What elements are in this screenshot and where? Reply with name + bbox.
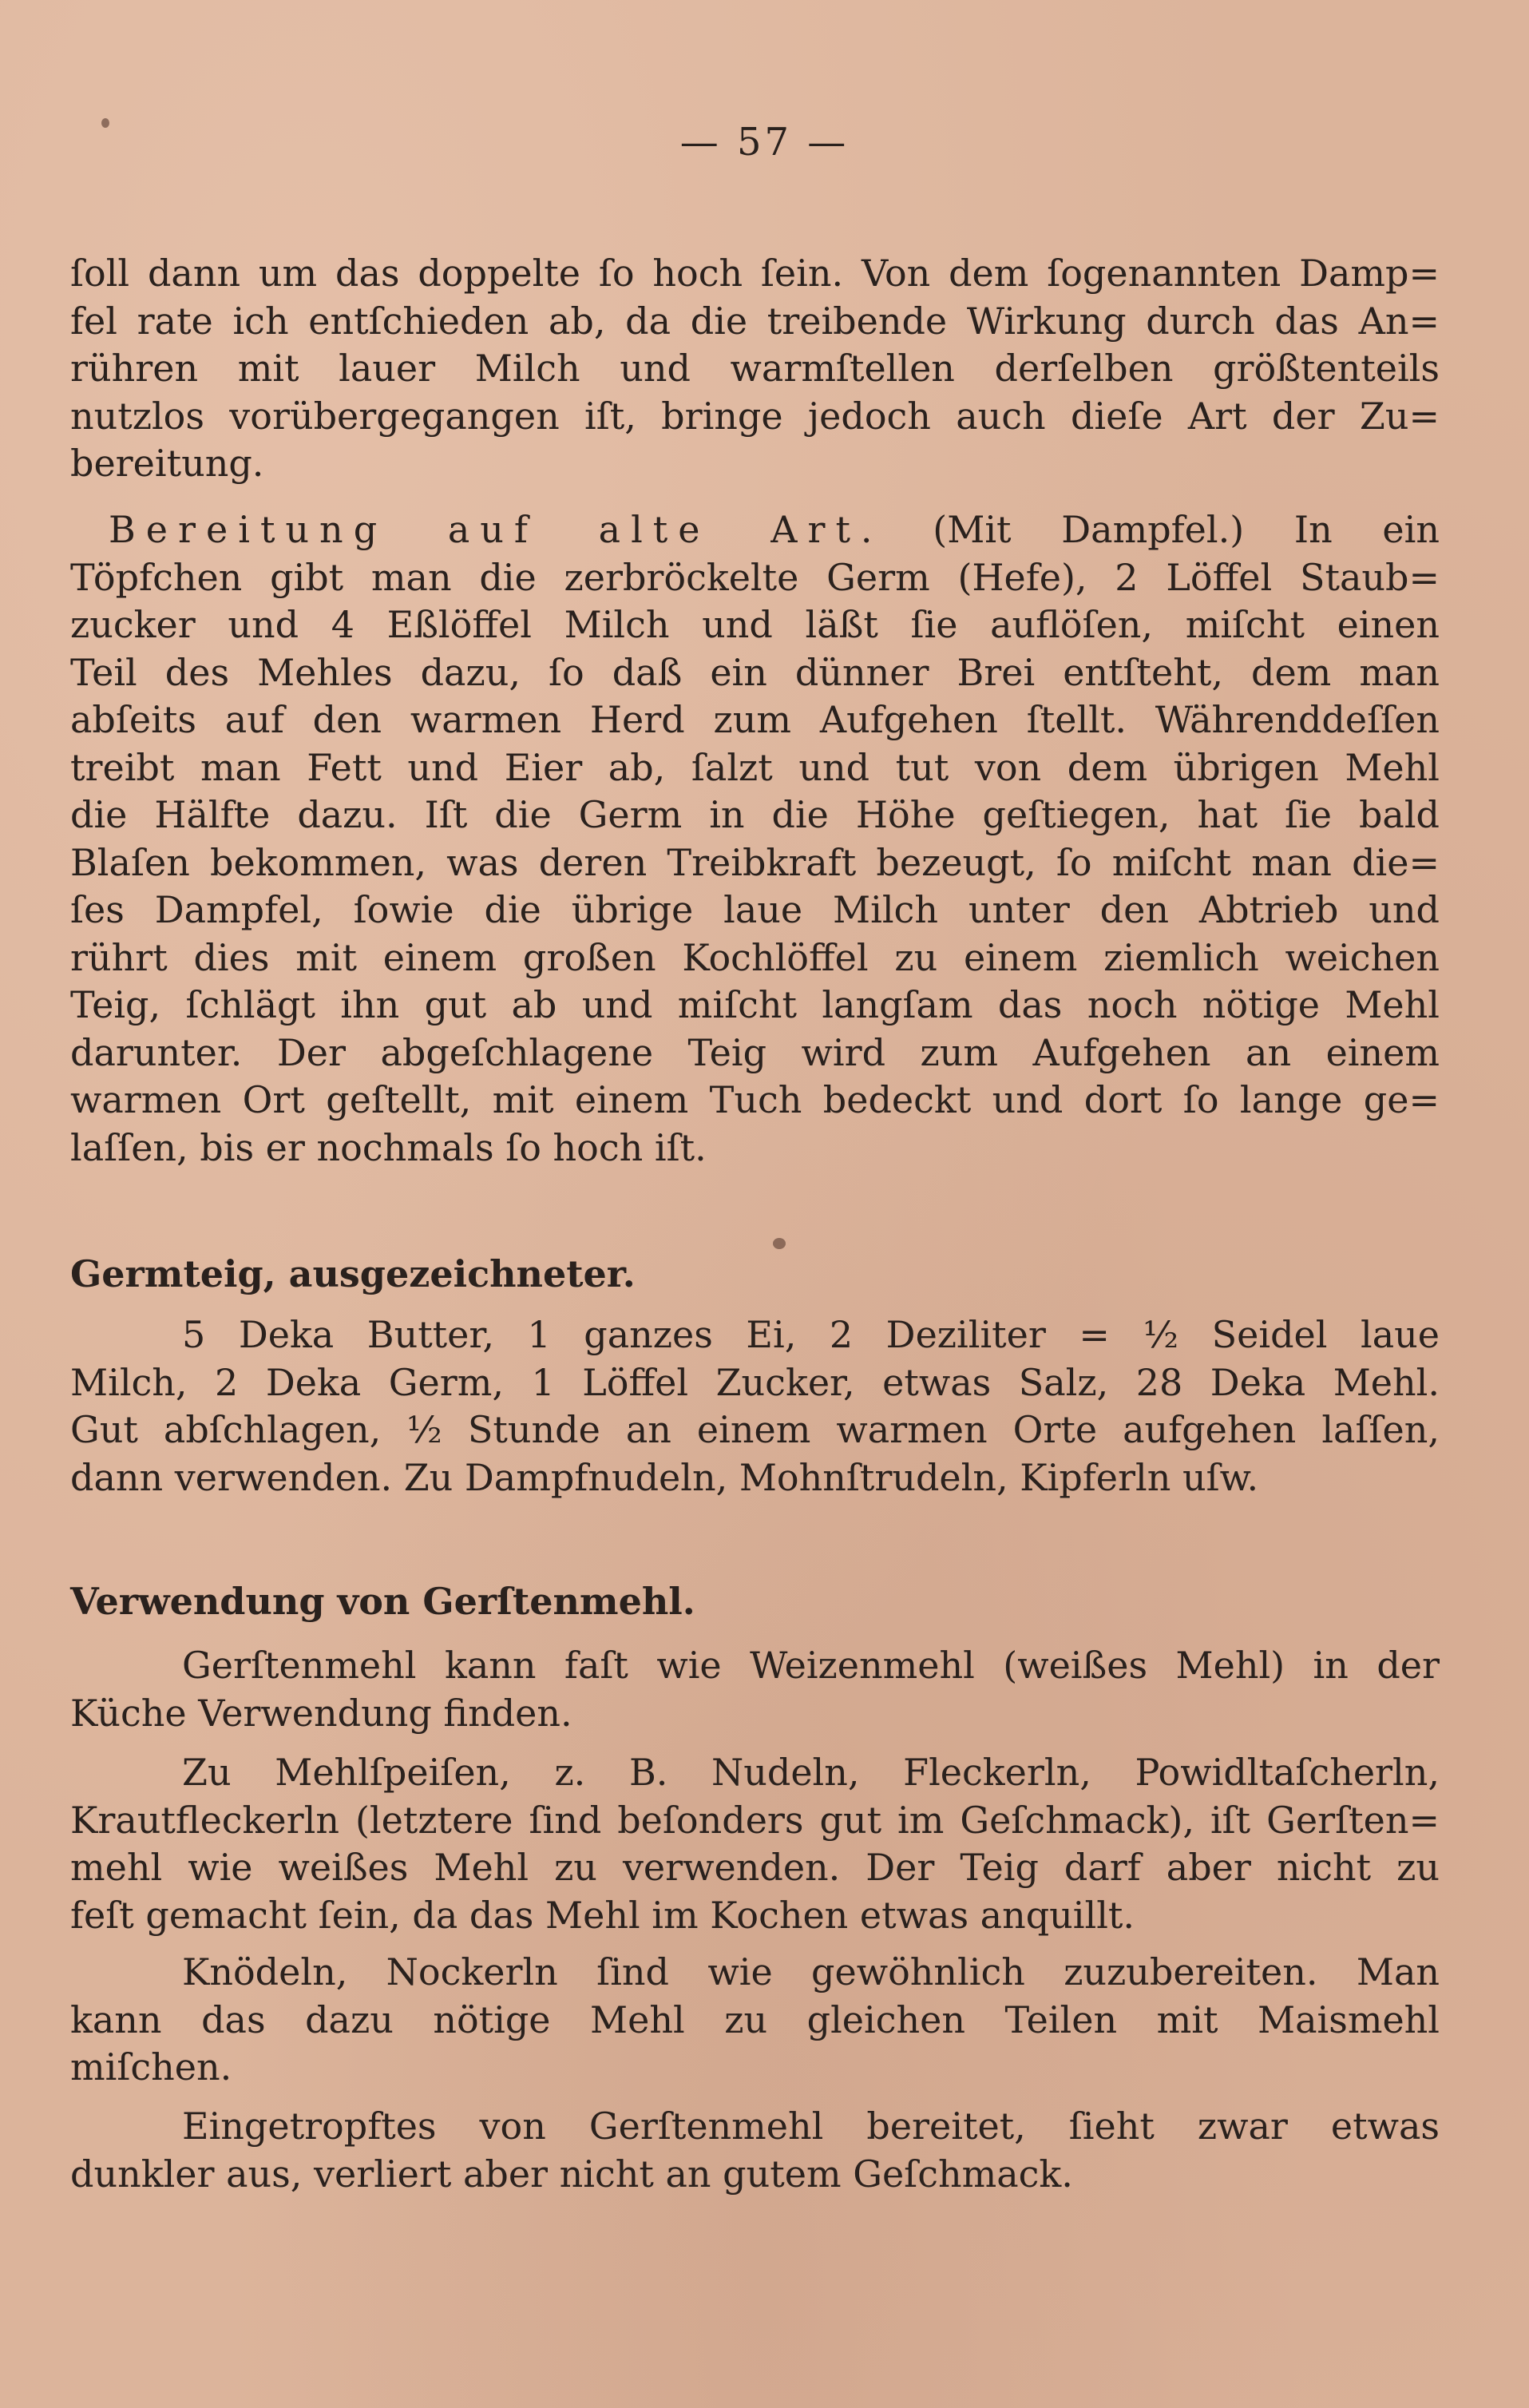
page-number: — 57 — <box>679 120 850 165</box>
text-line: rührt dies mit einem großen Kochlöffel zu einem ziemlich weichen <box>70 935 1440 979</box>
text-line: treibt man Fett und Eier ab, ſalzt und tut von dem übrigen Mehl <box>70 745 1440 789</box>
paragraph-dumplings <box>70 1949 1440 2092</box>
text-line: bereitung. <box>70 442 264 485</box>
text-line: zucker und 4 Eßlöffel Milch und läßt ſie auflöſen, miſcht einen <box>70 603 1440 646</box>
text-line: Teig, ſchlägt ihn gut ab und miſcht langſam das noch nötige Mehl <box>70 983 1440 1026</box>
text-line <box>70 1311 1440 1359</box>
text-line: Küche Verwendung finden. <box>70 1691 572 1735</box>
text-line: miſchen. <box>70 2045 232 2089</box>
text-fragment: Eingetropftes von Gerſtenmehl bereitet, ſieht zwar etwas <box>182 2105 1440 2148</box>
section-intro-spaced: Bereitung auf alte Art. <box>109 508 883 551</box>
text-fragment: 5 Deka Butter, 1 ganzes Ei, 2 Deziliter = ½ Seidel laue <box>182 1313 1440 1356</box>
text-line: Teil des Mehles dazu, ſo daß ein dünner Brei entſteht, dem man <box>70 650 1440 694</box>
text-line: dann verwenden. Zu Dampfnudeln, Mohnſtrudeln, Kipferln uſw. <box>70 1455 1259 1499</box>
text-line: ſes Dampfel, ſowie die übrige laue Milch unter den Abtrieb und <box>70 888 1440 931</box>
text-line: Gut abſchlagen, ½ Stunde an einem warmen Orte aufgehen laſſen, <box>70 1408 1440 1451</box>
text-line: dunkler aus, verliert aber nicht an gutem Geſchmack. <box>70 2152 1073 2196</box>
text-line: fel rate ich entſchieden ab, da die treibende Wirkung durch das An= <box>70 299 1440 343</box>
text-line <box>70 1749 1440 1797</box>
text-line <box>70 1949 1440 1997</box>
text-fragment: Zu Mehlſpeiſen, z. B. Nudeln, Fleckerln, Powidltaſcherln, <box>182 1751 1440 1794</box>
text-line <box>70 2103 1440 2151</box>
paragraph-barley-flour-use <box>70 1642 1440 1737</box>
text-line: nutzlos vorübergegangen iſt, bringe jedoch auch dieſe Art der Zu= <box>70 394 1440 438</box>
text-line: darunter. Der abgeſchlagene Teig wird zum Aufgehen an einem <box>70 1030 1440 1074</box>
section-heading: Verwendung von Gerſtenmehl. <box>70 1580 695 1623</box>
text-line: warmen Ort geſtellt, mit einem Tuch bedeckt und dort ſo lange ge= <box>70 1078 1440 1121</box>
text-line: Krautfleckerln (letztere ſind beſonders gut im Geſchmack), iſt Gerſten= <box>70 1798 1440 1842</box>
section-heading: Germteig, ausgezeichneter. <box>70 1252 636 1295</box>
text-line: kann das dazu nötige Mehl zu gleichen Teilen mit Maismehl <box>70 1997 1440 2041</box>
text-line: die Hälfte dazu. Iſt die Germ in die Höhe geſtiegen, hat ſie bald <box>70 793 1440 836</box>
text-line: rühren mit lauer Milch und warmſtellen derſelben größtenteils <box>70 347 1440 390</box>
paragraph-pastries <box>70 1749 1440 1939</box>
text-line: feſt gemacht ſein, da das Mehl im Kochen etwas anquillt. <box>70 1893 1135 1937</box>
text-fragment: (Mit Dampfel.) In ein <box>933 508 1440 551</box>
text-fragment: Knödeln, Nockerln ſind wie gewöhnlich zuzubereiten. Man <box>182 1950 1440 1993</box>
text-line: laſſen, bis er nochmals ſo hoch iſt. <box>70 1125 707 1169</box>
paragraph-dampfel-note <box>70 250 1440 488</box>
text-line: abſeits auf den warmen Herd zum Aufgehen ſtellt. Währenddeſſen <box>70 698 1440 741</box>
paragraph-drop-dough <box>70 2103 1440 2198</box>
paragraph-old-method <box>70 506 1440 1172</box>
text-line: Töpfchen gibt man die zerbröckelte Germ (Hefe), 2 Löffel Staub= <box>70 555 1440 599</box>
ink-speck <box>773 1238 786 1249</box>
text-line <box>70 1642 1440 1690</box>
text-fragment: Gerſtenmehl kann faſt wie Weizenmehl (weißes Mehl) in der <box>182 1644 1440 1687</box>
paragraph-recipe-ingredients <box>70 1311 1440 1502</box>
text-line: mehl wie weißes Mehl zu verwenden. Der Teig darf aber nicht zu <box>70 1846 1440 1889</box>
text-line: Blaſen bekommen, was deren Treibkraft bezeugt, ſo miſcht man die= <box>70 840 1440 884</box>
text-line: ſoll dann um das doppelte ſo hoch ſein. Von dem ſogenannten Damp= <box>70 252 1440 295</box>
text-line: Milch, 2 Deka Germ, 1 Löffel Zucker, etwas Salz, 28 Deka Mehl. <box>70 1360 1440 1404</box>
text-line <box>70 506 1440 554</box>
